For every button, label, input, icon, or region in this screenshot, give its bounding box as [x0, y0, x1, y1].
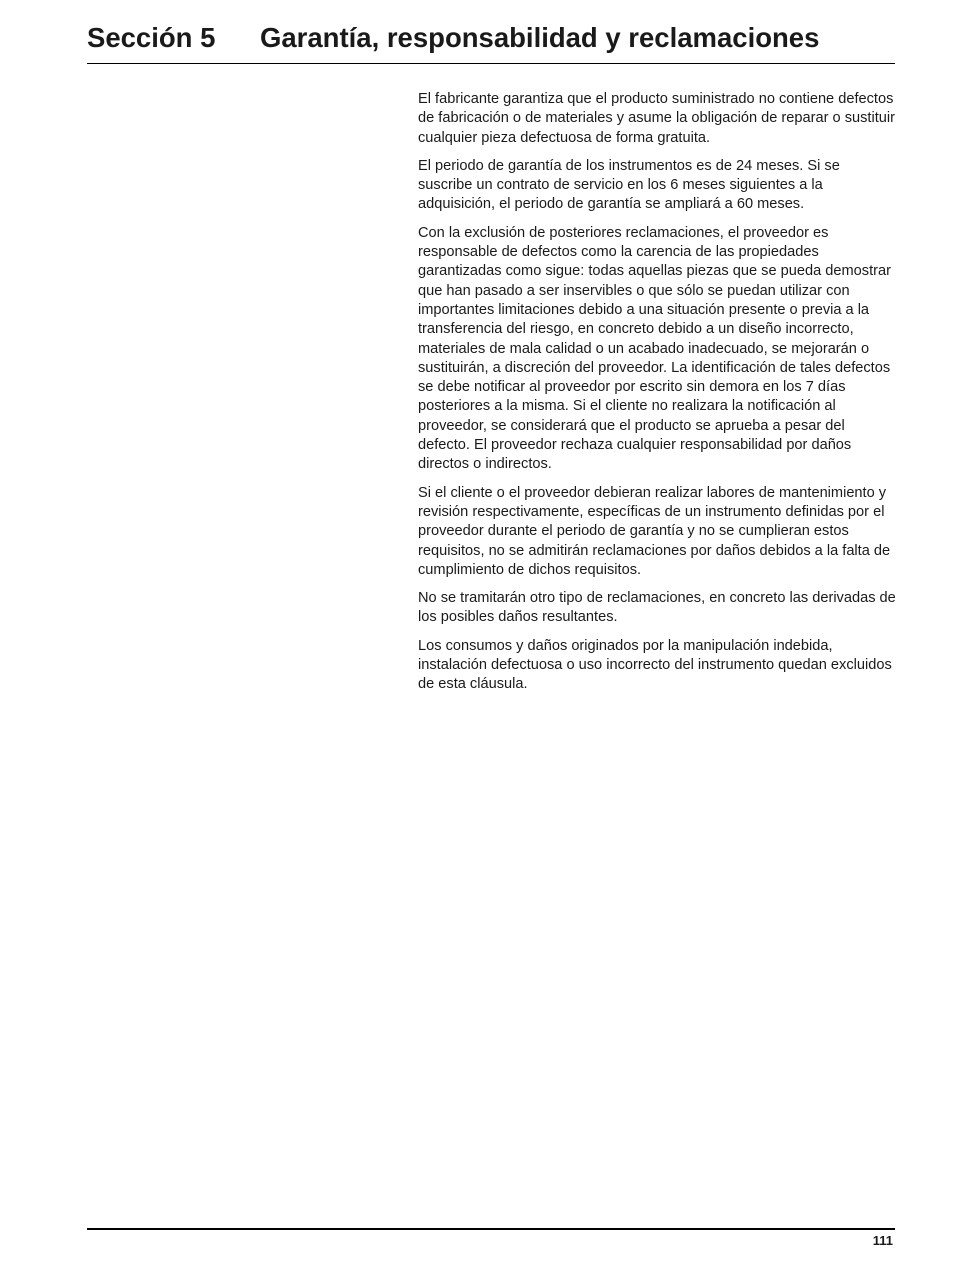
paragraph-other-claims: No se tramitarán otro tipo de reclamaciones, en concreto las derivadas de los posibles daños resultantes.	[418, 590, 896, 626]
paragraph-warranty-period: El periodo de garantía de los instrumentos es de 24 meses. Si se suscribe un contrato de servicio en los 6 meses siguientes a la adquisición, el periodo de garantía se ampliará a 60 meses.	[418, 157, 840, 213]
page-number: 111	[872, 1233, 893, 1248]
paragraph-exclusions: Los consumos y daños originados por la manipulación indebida, instalación defectuosa o uso incorrecto del instrumento quedan excluidos de esta cláusula.	[418, 637, 892, 693]
page-footer	[87, 1228, 895, 1248]
warranty-body	[418, 90, 896, 704]
paragraph-maintenance-requirements: Si el cliente o el proveedor debieran realizar labores de mantenimiento y revisión respectivamente, específicas de un instrumento definidas por el proveedor durante el periodo de garantía y no se cumplieran estos requisitos, no se admitirán reclamaciones por daños debidos a la falta de cumplimiento de dichos requisitos.	[418, 484, 891, 578]
paragraph-supplier-liability: Con la exclusión de posteriores reclamaciones, el proveedor es responsable de defectos como la carencia de las propiedades garantizadas como sigue: todas aquellas piezas que se pueda demostrar que han pasado a ser inservibles o que sólo se puedan utilizar con importantes limitaciones debido a una situación presente o previa a la transferencia del riesgo, en concreto debido a un diseño incorrecto, materiales de mala calidad o un acabado inadecuado, se mejorarán o sustituirán, a discreción del proveedor. La identificación de tales defectos se debe notificar al proveedor por escrito sin demora en los 7 días posteriores a la misma. Si el cliente no realizara la notificación al proveedor, se considerará que el producto se aprueba a pesar del defecto. El proveedor rechaza cualquier responsabilidad por daños directos o indirectos.	[418, 224, 891, 473]
section-header	[87, 20, 895, 64]
section-number: Sección 5	[87, 22, 216, 53]
paragraph-manufacturer-guarantee: El fabricante garantiza que el producto suministrado no contiene defectos de fabricación o de materiales y asume la obligación de reparar o sustituir cualquier pieza defectuosa de forma gratuita.	[418, 91, 895, 146]
section-title: Garantía, responsabilidad y reclamaciones	[260, 22, 820, 53]
